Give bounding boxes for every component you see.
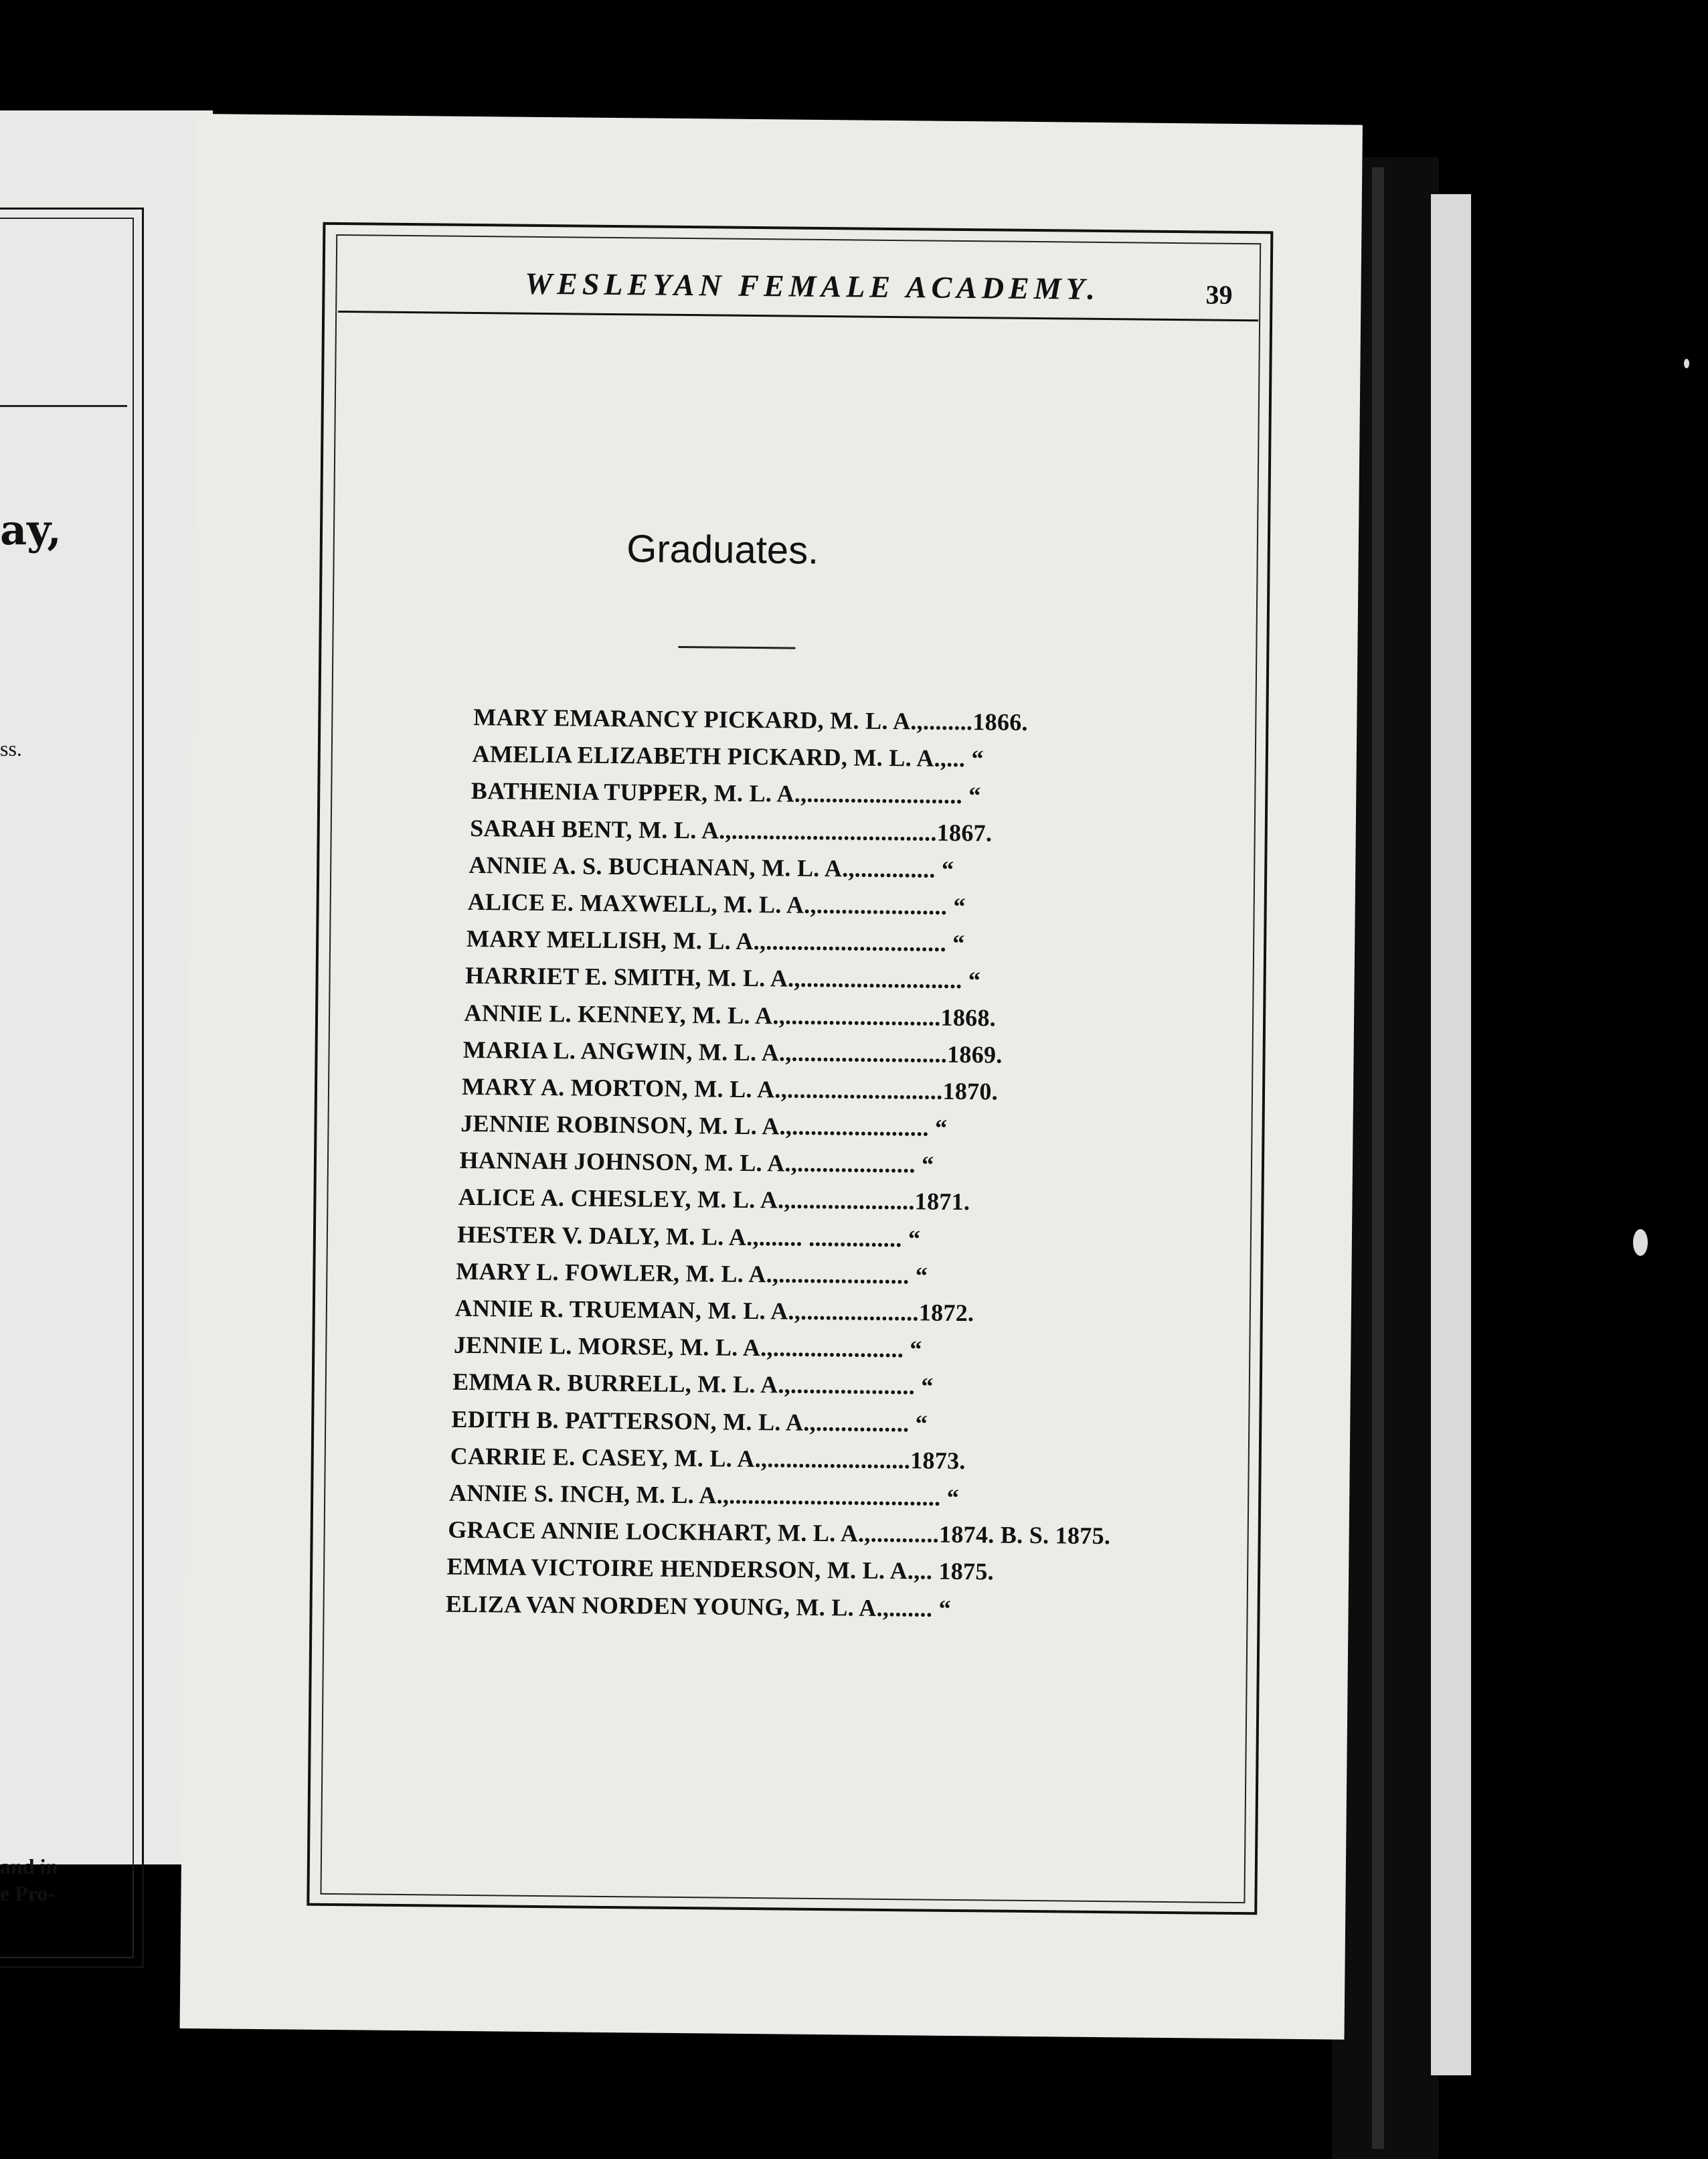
dot-leader: ................... xyxy=(796,1149,922,1178)
graduation-year: “ xyxy=(968,782,981,809)
graduate-entry xyxy=(446,1585,1228,1629)
graduate-name: ELIZA VAN NORDEN YOUNG, M. L. A., xyxy=(445,1590,889,1621)
dot-leader: .................... xyxy=(790,1187,915,1215)
dot-leader: ............. xyxy=(854,855,942,883)
graduation-year: 1868. xyxy=(940,1004,997,1032)
graduation-year: 1869. xyxy=(946,1040,1003,1068)
dot-leader: ......................... xyxy=(791,1039,948,1068)
graduation-year: “ xyxy=(946,1484,960,1511)
dot-leader: ....... ............... xyxy=(758,1223,909,1252)
graduate-name: ANNIE R. TRUEMAN, M. L. A., xyxy=(454,1294,801,1325)
graduation-year: “ xyxy=(971,745,984,773)
graduate-name: ALICE E. MAXWELL, M. L. A., xyxy=(467,888,817,918)
graduates-list xyxy=(445,699,1236,1630)
dot-leader: ......................... xyxy=(786,1076,943,1105)
dot-leader: ..................... xyxy=(816,891,954,920)
graduation-year: 1875. xyxy=(938,1558,995,1585)
graduate-name: ANNIE S. INCH, M. L. A., xyxy=(448,1479,730,1509)
previous-page-fragment: and in xyxy=(0,1854,58,1878)
graduate-name: EMMA VICTOIRE HENDERSON, M. L. A., xyxy=(446,1552,920,1585)
page-number: 39 xyxy=(1205,279,1233,310)
graduate-name: HESTER V. DALY, M. L. A., xyxy=(456,1220,760,1251)
graduate-name: HANNAH JOHNSON, M. L. A., xyxy=(459,1147,798,1177)
dust-speck xyxy=(1633,1229,1648,1256)
dot-leader: ....... xyxy=(888,1594,939,1622)
dot-leader: ... xyxy=(946,744,972,773)
additional-degree: B. S. 1875. xyxy=(994,1521,1111,1550)
graduation-year: “ xyxy=(968,967,981,994)
graduate-name: HARRIET E. SMITH, M. L. A., xyxy=(465,962,800,993)
book-page xyxy=(180,114,1363,2040)
dot-leader: ................................. xyxy=(731,817,937,846)
graduate-name: MARY MELLISH, M. L. A., xyxy=(466,925,766,955)
graduation-year: “ xyxy=(953,892,966,920)
next-page-edge xyxy=(1431,194,1471,2075)
graduate-name: CARRIE E. CASEY, M. L. A., xyxy=(450,1442,768,1473)
previous-page-fragment: ss. xyxy=(0,736,22,761)
graduate-name: ANNIE A. S. BUCHANAN, M. L. A., xyxy=(468,851,855,882)
section-title: Graduates. xyxy=(626,527,819,572)
running-head: WESLEYAN FEMALE ACADEMY. xyxy=(525,266,1100,306)
spine-band xyxy=(1372,167,1384,2149)
previous-page-frame-inner xyxy=(0,218,134,1958)
dot-leader: .. xyxy=(920,1557,939,1585)
graduation-year: “ xyxy=(952,930,965,957)
dot-leader: ....................... xyxy=(767,1445,911,1474)
dot-leader: ..................... xyxy=(772,1334,910,1363)
graduate-name: MARY A. MORTON, M. L. A., xyxy=(461,1072,788,1103)
graduation-year: 1873. xyxy=(910,1447,966,1474)
dot-leader: .......................... xyxy=(800,965,969,994)
graduation-year: 1872. xyxy=(918,1299,974,1327)
graduate-name: ALICE A. CHESLEY, M. L. A., xyxy=(458,1184,790,1214)
graduation-year: “ xyxy=(934,1114,948,1141)
dot-leader: ..................... xyxy=(778,1261,916,1289)
dot-leader: ......................... xyxy=(806,781,969,809)
graduate-name: MARY L. FOWLER, M. L. A., xyxy=(456,1257,779,1288)
previous-page-rule xyxy=(0,405,127,407)
graduation-year: “ xyxy=(941,856,954,883)
graduate-name: MARY EMARANCY PICKARD, M. L. A., xyxy=(473,703,924,735)
dot-leader: ................... xyxy=(800,1297,920,1326)
graduate-name: SARAH BENT, M. L. A., xyxy=(469,814,732,844)
graduate-name: BATHENIA TUPPER, M. L. A., xyxy=(471,777,807,808)
graduation-year: “ xyxy=(921,1151,934,1178)
graduation-year: “ xyxy=(921,1372,934,1401)
previous-page-fragment: e Pro- xyxy=(0,1881,56,1905)
graduate-name: GRACE ANNIE LOCKHART, M. L. A., xyxy=(448,1516,871,1547)
dot-leader: .................................. xyxy=(729,1482,947,1511)
dot-leader: .................... xyxy=(790,1371,922,1400)
dust-speck xyxy=(1684,359,1689,368)
graduation-year: 1871. xyxy=(914,1188,970,1216)
graduation-year: 1874. xyxy=(938,1520,995,1548)
graduation-year: “ xyxy=(910,1336,922,1363)
graduation-year: “ xyxy=(938,1595,952,1622)
graduation-year: 1870. xyxy=(942,1077,999,1105)
dot-leader: ......................... xyxy=(784,1002,941,1031)
dot-leader: ............................. xyxy=(766,928,953,957)
graduate-name: MARIA L. ANGWIN, M. L. A., xyxy=(462,1036,792,1066)
graduate-entry xyxy=(471,773,1236,817)
graduate-entry xyxy=(465,957,1234,1002)
graduation-year: 1866. xyxy=(972,708,1029,736)
dot-leader: ............... xyxy=(815,1409,916,1437)
graduate-name: JENNIE ROBINSON, M. L. A., xyxy=(460,1109,792,1140)
graduation-year: 1867. xyxy=(936,819,993,846)
previous-page-fragment: ay, xyxy=(0,505,62,554)
dot-leader: ........... xyxy=(870,1520,940,1548)
graduate-name: ANNIE L. KENNEY, M. L. A., xyxy=(464,999,786,1029)
graduation-year: “ xyxy=(915,1262,928,1289)
graduate-name: AMELIA ELIZABETH PICKARD, M. L. A., xyxy=(472,740,947,772)
previous-page xyxy=(0,110,213,1905)
dot-leader: ........ xyxy=(922,708,973,736)
dot-leader: ...................... xyxy=(792,1113,936,1141)
graduation-year: “ xyxy=(908,1224,921,1253)
graduate-name: EMMA R. BURRELL, M. L. A., xyxy=(452,1368,791,1398)
graduate-name: JENNIE L. MORSE, M. L. A., xyxy=(453,1331,774,1362)
graduate-name: EDITH B. PATTERSON, M. L. A., xyxy=(451,1405,817,1436)
graduation-year: “ xyxy=(915,1409,928,1437)
